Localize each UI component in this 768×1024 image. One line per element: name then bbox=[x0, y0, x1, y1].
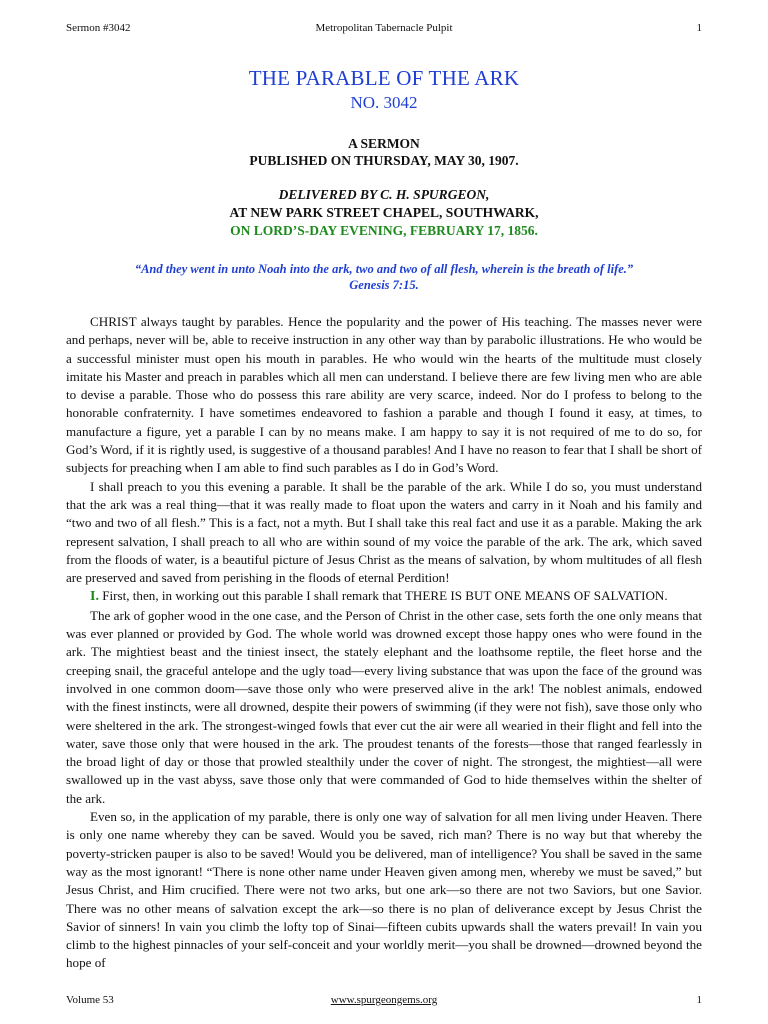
publication-date: PUBLISHED ON THURSDAY, MAY 30, 1907. bbox=[249, 153, 519, 168]
body-paragraph: The ark of gopher wood in the one case, and the Person of Christ in the other case, sets forth the one only means that was ever planned or provided by God. The whole world was drowned except those happy ones who were found in the ark. The mightiest beast and the tiniest insect, the stately elephant and the loathsome reptile, the fleet horse and the creeping snail, the graceful antelope and the ugly toad—every living substance that was upon the face of the ground was involved in one common doom—save those only who were preserved alive in the ark! The noblest animals, endowed with the finest instincts, were all drowned, despite their powers of swimming (if they were not fish), save those only who were sheltered in the ark. The strongest-winged fowls that ever cut the air were all wearied in their flight and fell into the water, save those only that were housed in the ark. The proudest tenants of the forests—those that ranged fearlessly in the broad light of day or those that prowled stealthily under the cover of night. The strongest, the mightiest—all were swallowed up in the vast abyss, save those only that were commanded of God to hide themselves within the shelter of the ark. bbox=[66, 607, 702, 806]
delivery-date: ON LORD’S-DAY EVENING, FEBRUARY 17, 1856. bbox=[230, 223, 538, 238]
section-heading-text: First, then, in working out this parable I shall remark that THERE IS BUT ONE MEANS OF SALVATION. bbox=[98, 588, 668, 604]
section-heading-paragraph bbox=[66, 587, 702, 606]
section-numeral: I. bbox=[90, 589, 99, 605]
delivery-location: AT NEW PARK STREET CHAPEL, SOUTHWARK, bbox=[229, 205, 539, 220]
scripture-reference: Genesis 7:15. bbox=[349, 278, 419, 292]
scripture-quote: “And they went in unto Noah into the ark, two and two of all flesh, wherein is the breath of life.” bbox=[134, 262, 634, 276]
body-paragraph: I shall preach to you this evening a parable. It shall be the parable of the ark. While I do so, you must understand that the ark was a real thing—that it was really made to float upon the waters and carry in it Noah and his family and “two and two of all flesh.” This is a fact, not a myth. But I shall take this real fact and use it as a parable. Making the ark represent salvation, I shall preach to all who are within sound of my voice the parable of the ark. The ark, which saved from the floods of water, is a beautiful picture of Jesus Christ as the means of salvation, by whom multitudes of all flesh are preserved and saved from perishing in the floods of eternal Perdition! bbox=[66, 478, 702, 586]
header-page-number: 1 bbox=[696, 22, 702, 34]
delivered-by: DELIVERED BY C. H. SPURGEON, bbox=[278, 187, 490, 202]
volume-label: Volume 53 bbox=[66, 994, 114, 1006]
body-paragraph: CHRIST always taught by parables. Hence the popularity and the power of His teaching. The masses never were and perhaps, never will be, able to receive instruction in any other way than by parabolic illustrations. He who would be a successful minister must open his mouth in parables. He who would win the hearts of the multitude must closely imitate his Master and preach in parables which all men can understand. I believe there are few living men who are able to devise a parable. Those who do possess this rare ability are very scarce, indeed. Nor do I profess to belong to the honorable confraternity. I have sometimes endeavored to fashion a parable and though I found it easy, at times, to manufacture a figure, yet a parable I can by no means make. I am happy to say it is not required of me to do so, for God’s Word, if it is rightly used, is suggestive of a thousand parables! And I have no reason to fear that I shall be short of subjects for preaching when I am able to find such parables as I do in God’s Word. bbox=[66, 314, 702, 476]
website-link[interactable]: www.spurgeongems.org bbox=[330, 994, 438, 1006]
footer-page-number: 1 bbox=[696, 994, 702, 1006]
sermon-body bbox=[66, 313, 702, 973]
publication-name: Metropolitan Tabernacle Pulpit bbox=[315, 22, 453, 34]
running-header bbox=[66, 22, 702, 38]
sermon-title: THE PARABLE OF THE ARK bbox=[248, 66, 520, 90]
sermon-id: Sermon #3042 bbox=[66, 22, 131, 34]
sermon-number: NO. 3042 bbox=[350, 93, 418, 112]
body-paragraph: Even so, in the application of my parable, there is only one way of salvation for all men living under Heaven. There is only one name whereby they can be saved. Would you be saved, rich man? There is no way but that whereby the poverty-stricken pauper is also to be saved! Would you be delivered, man of intelligence? You shall be saved in the same way as the most ignorant! “There is none other name under Heaven given among men, whereby we must be saved,” but Jesus Christ, and Him crucified. There were not two arks, but one ark—so there are not two Saviors, but one Savior. There was no other means of salvation except the ark—so there is no plan of deliverance except by Jesus Christ the Savior of sinners! In vain you climb the lofty top of Sinai—fifteen cubits upwards shall the waters prevail! In vain you climb to the highest pinnacles of your self-conceit and your worldly merit—you shall be drowned—drowned beyond the hope of bbox=[66, 809, 702, 971]
page-footer bbox=[66, 994, 702, 1010]
sermon-kind: A SERMON bbox=[348, 136, 420, 151]
